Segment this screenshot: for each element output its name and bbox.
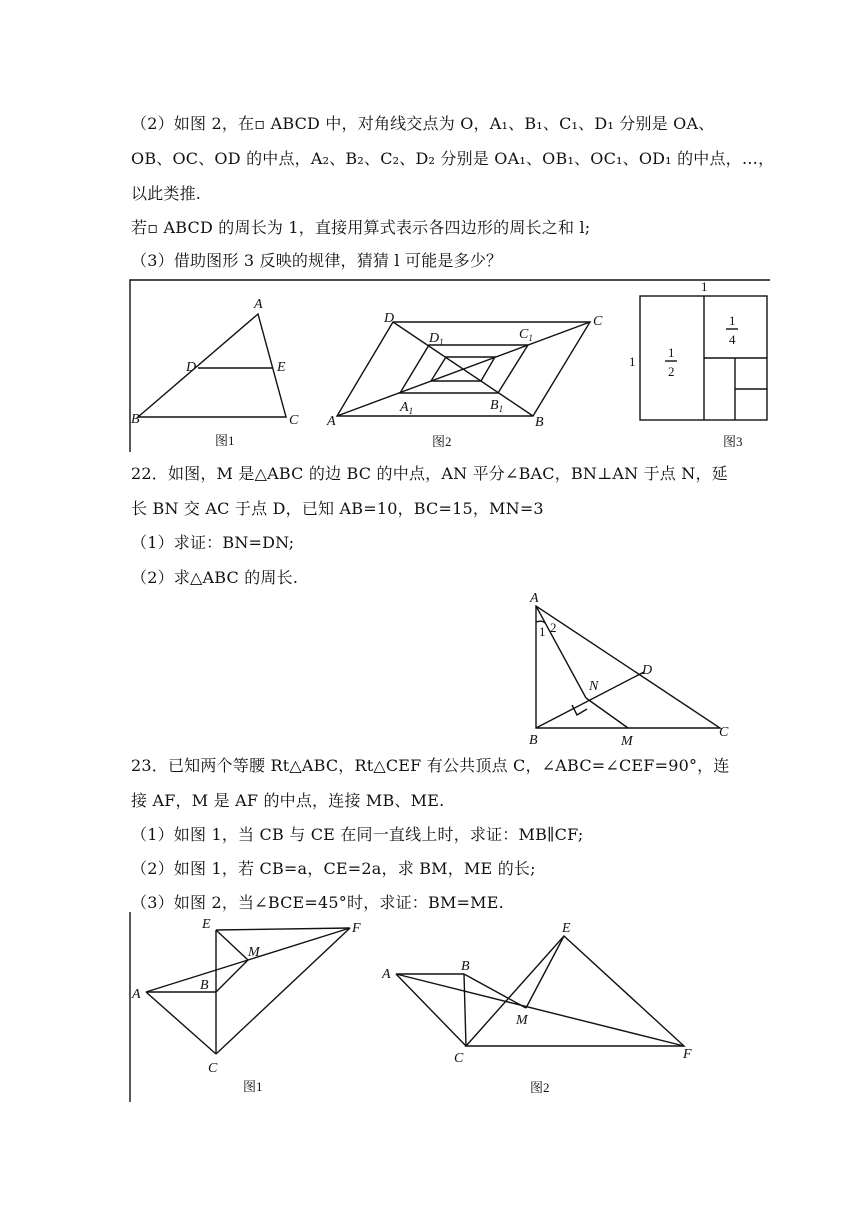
label-b: B — [529, 733, 538, 748]
bisector-an — [536, 606, 586, 698]
segment-bc — [464, 974, 466, 1046]
q22-part1: （1）求证：BN=DN; — [131, 533, 295, 552]
q23-part3: （3）如图 2，当∠BCE=45°时，求证：BM=ME. — [131, 893, 504, 912]
angle-arc — [536, 621, 545, 623]
q23-figure1 — [131, 917, 361, 1094]
label-f: F — [352, 921, 361, 936]
label-d1: $D_1$ — [429, 331, 444, 347]
q21-part2-line3: 以此类推. — [131, 184, 202, 203]
segment-af — [396, 974, 684, 1046]
half-numerator: 1 — [668, 345, 675, 360]
q23-part2: （2）如图 1，若 CB=a，CE=2a，求 BM，ME 的长; — [131, 859, 536, 878]
label-a: A — [530, 591, 539, 606]
label-m: M — [621, 734, 633, 748]
segment-ef — [216, 928, 350, 930]
q23-line1: 23．已知两个等腰 Rt△ABC，Rt△CEF 有公共顶点 C，∠ABC=∠CEF=90°，连 — [131, 756, 730, 775]
q21-figure2 — [326, 311, 603, 449]
q23-line2: 接 AF，M 是 AF 的中点，连接 MB、ME. — [131, 791, 445, 810]
label-b1: $B_1$ — [490, 398, 504, 414]
label-n: N — [589, 679, 599, 694]
left-length-label: 1 — [629, 354, 636, 369]
triangle-abc — [138, 314, 286, 417]
label-c1: $C_1$ — [519, 327, 533, 343]
angle-1-label: 1 — [539, 624, 546, 639]
q23-part1: （1）如图 1，当 CB 与 CE 在同一直线上时，求证：MB∥CF; — [131, 825, 584, 844]
label-c: C — [593, 314, 603, 329]
segment-ac — [146, 992, 216, 1054]
q21-figure3 — [629, 279, 767, 449]
label-a: A — [327, 414, 336, 429]
label-c: C — [208, 1061, 218, 1076]
label-m: M — [516, 1013, 528, 1028]
label-d: D — [186, 360, 197, 375]
quarter-numerator: 1 — [729, 313, 736, 328]
q21-part2-line1: （2）如图 2，在▫ ABCD 中，对角线交点为 O，A₁、B₁、C₁、D₁ 分别是 OA、 — [131, 114, 715, 133]
label-f: F — [683, 1047, 692, 1062]
triangle-abc — [536, 606, 720, 728]
caption-fig2: 图2 — [530, 1080, 550, 1095]
segment-ac — [396, 974, 466, 1046]
label-e: E — [562, 921, 571, 936]
segment-em — [216, 930, 248, 960]
label-c: C — [289, 413, 299, 428]
segment-bm — [464, 974, 526, 1008]
caption-fig2: 图2 — [432, 434, 452, 449]
label-b: B — [535, 415, 544, 430]
caption-fig3: 图3 — [723, 434, 743, 449]
label-a: A — [254, 297, 263, 312]
top-length-label: 1 — [701, 279, 708, 294]
label-e: E — [202, 917, 211, 932]
label-a: A — [382, 967, 391, 982]
q22-line2: 长 BN 交 AC 于点 D，已知 AB=10，BC=15，MN=3 — [131, 499, 544, 518]
label-m: M — [248, 945, 260, 960]
q21-part2-line4: 若▫ ABCD 的周长为 1，直接用算式表示各四边形的周长之和 l; — [131, 218, 591, 237]
label-b: B — [200, 978, 209, 993]
label-e: E — [277, 360, 286, 375]
q21-part3: （3）借助图形 3 反映的规律，猜猜 l 可能是多少？ — [131, 251, 503, 270]
label-b: B — [461, 959, 470, 974]
q21-figures — [128, 278, 770, 452]
angle-2-label: 2 — [550, 620, 557, 635]
label-c: C — [454, 1051, 464, 1066]
segment-cf — [216, 928, 350, 1054]
quarter-denominator: 4 — [729, 332, 736, 347]
label-d: D — [384, 311, 395, 326]
q23-figures — [128, 910, 698, 1102]
label-a1: $A_1$ — [400, 400, 414, 416]
q21-part2-line2: OB、OC、OD 的中点，A₂、B₂、C₂、D₂ 分别是 OA₁、OB₁、OC₁、OD₁ 的中点，…， — [131, 149, 775, 168]
q22-line1: 22．如图，M 是△ABC 的边 BC 的中点，AN 平分∠BAC，BN⊥AN 于点 N，延 — [131, 464, 728, 483]
half-denominator: 2 — [668, 364, 675, 379]
triangle-cef — [466, 936, 684, 1046]
q22-part2: （2）求△ABC 的周长. — [131, 568, 299, 587]
right-angle-mark — [572, 705, 587, 715]
label-d: D — [642, 663, 653, 678]
caption-fig1: 图1 — [243, 1079, 263, 1094]
segment-nm — [586, 698, 628, 728]
label-a: A — [132, 987, 141, 1002]
caption-fig1: 图1 — [215, 433, 235, 448]
q23-figure2 — [381, 921, 692, 1095]
q21-figure1 — [131, 297, 299, 448]
label-b: B — [131, 412, 140, 427]
label-c: C — [719, 725, 729, 740]
q22-figure — [520, 588, 740, 748]
